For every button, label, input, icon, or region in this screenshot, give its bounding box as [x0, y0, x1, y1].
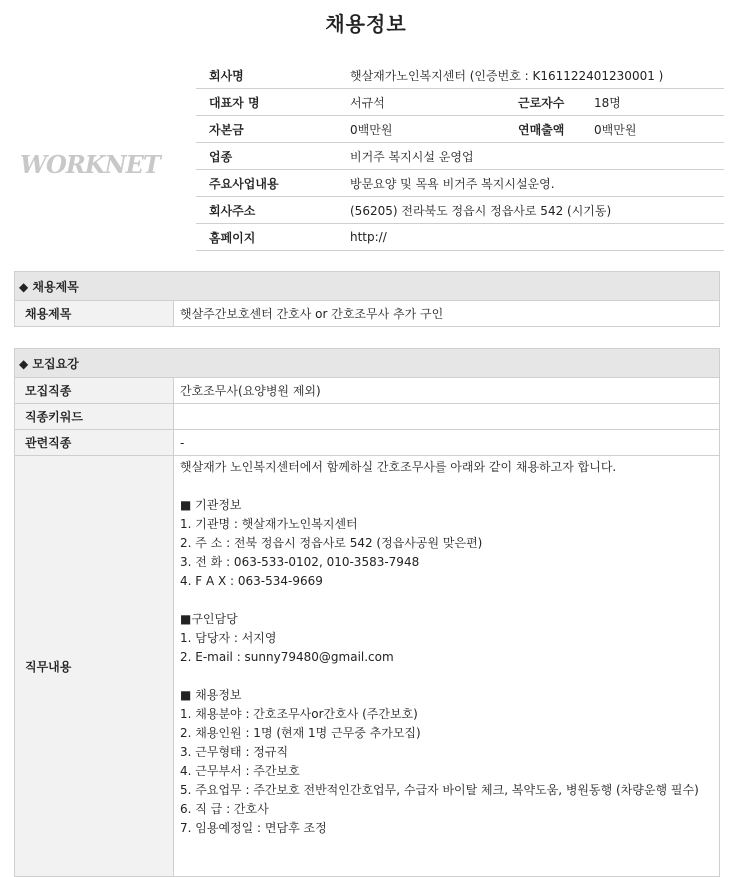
recruit-title-header: ◆ 채용제목 [15, 272, 720, 301]
business-label: 주요사업내용 [196, 170, 335, 197]
industry-value: 비거주 복지시설 운영업 [335, 143, 724, 170]
capital-label: 자본금 [196, 116, 335, 143]
recruit-title-value: 햇살주간보호센터 간호사 or 간호조무사 추가 구인 [174, 301, 720, 327]
contact-line: 1. 담당자 : 서지영 [180, 631, 277, 645]
representative-label: 대표자 명 [196, 89, 335, 116]
page-title: 채용정보 [325, 12, 407, 36]
address-row [196, 197, 724, 224]
representative-row [196, 89, 724, 116]
homepage-link[interactable]: http:// [335, 224, 724, 251]
company-info-table [196, 62, 724, 251]
duty-content [174, 456, 720, 877]
hire-info-line: 5. 주요업무 : 주간보호 전반적인간호업무, 수급자 바이탈 체크, 복약도움, 병원동행 (차량운행 필수) [180, 783, 699, 797]
org-info-heading: ■ 기관정보 [180, 498, 242, 512]
job-type-label: 모집직종 [15, 378, 174, 404]
homepage-row [196, 224, 724, 251]
logo-text: WORKNET [20, 150, 160, 179]
sales-value: 0백만원 [590, 116, 724, 143]
org-info-line: 2. 주 소 : 전북 정읍시 정읍사로 542 (정읍사공원 맞은편) [180, 536, 483, 550]
duty-intro: 햇살재가 노인복지센터에서 함께하실 간호조무사를 아래와 같이 채용하고자 합니다. [180, 460, 617, 474]
recruit-title-label: 채용제목 [15, 301, 174, 327]
employees-value: 18명 [590, 89, 724, 116]
industry-row [196, 143, 724, 170]
business-value: 방문요양 및 목욕 비거주 복지시설운영. [335, 170, 724, 197]
address-value: (56205) 전라북도 정읍시 정읍사로 542 (시기동) [335, 197, 724, 224]
hire-info-line: 2. 채용인원 : 1명 (현재 1명 근무중 추가모집) [180, 726, 421, 740]
business-row [196, 170, 724, 197]
job-type-value: 간호조무사(요양병원 제외) [174, 378, 720, 404]
related-job-value: - [174, 430, 720, 456]
sales-label: 연매출액 [512, 116, 590, 143]
address-label: 회사주소 [196, 197, 335, 224]
capital-value: 0백만원 [335, 116, 512, 143]
hire-info-line: 1. 채용분야 : 간호조무사or간호사 (주간보호) [180, 707, 418, 721]
job-keyword-value [174, 404, 720, 430]
hire-info-heading: ■ 채용정보 [180, 688, 242, 702]
org-info-line: 3. 전 화 : 063-533-0102, 010-3583-7948 [180, 555, 420, 569]
company-name-label: 회사명 [196, 62, 335, 89]
company-name-value: 햇살재가노인복지센터 (인증번호 : K161122401230001 ) [335, 62, 724, 89]
requirements-section [14, 348, 720, 877]
company-name-row [196, 62, 724, 89]
capital-row [196, 116, 724, 143]
duty-label: 직무내용 [15, 456, 174, 877]
hire-info-line: 7. 임용예정일 : 면담후 조정 [180, 821, 327, 835]
related-job-label: 관련직종 [15, 430, 174, 456]
industry-label: 업종 [196, 143, 335, 170]
contact-line: 2. E-mail : sunny79480@gmail.com [180, 650, 394, 664]
org-info-line: 1. 기관명 : 햇살재가노인복지센터 [180, 517, 358, 531]
requirements-header: ◆ 모집요강 [15, 349, 720, 378]
recruit-title-section [14, 271, 720, 327]
employees-label: 근로자수 [512, 89, 590, 116]
contact-heading: ■구인담당 [180, 612, 238, 626]
representative-value: 서규석 [335, 89, 512, 116]
homepage-label: 홈페이지 [196, 224, 335, 251]
hire-info-line: 4. 근무부서 : 주간보호 [180, 764, 300, 778]
hire-info-line: 6. 직 급 : 간호사 [180, 802, 269, 816]
job-keyword-label: 직종키워드 [15, 404, 174, 430]
org-info-line: 4. F A X : 063-534-9669 [180, 574, 323, 588]
worknet-logo [20, 150, 170, 182]
hire-info-line: 3. 근무형태 : 정규직 [180, 745, 289, 759]
